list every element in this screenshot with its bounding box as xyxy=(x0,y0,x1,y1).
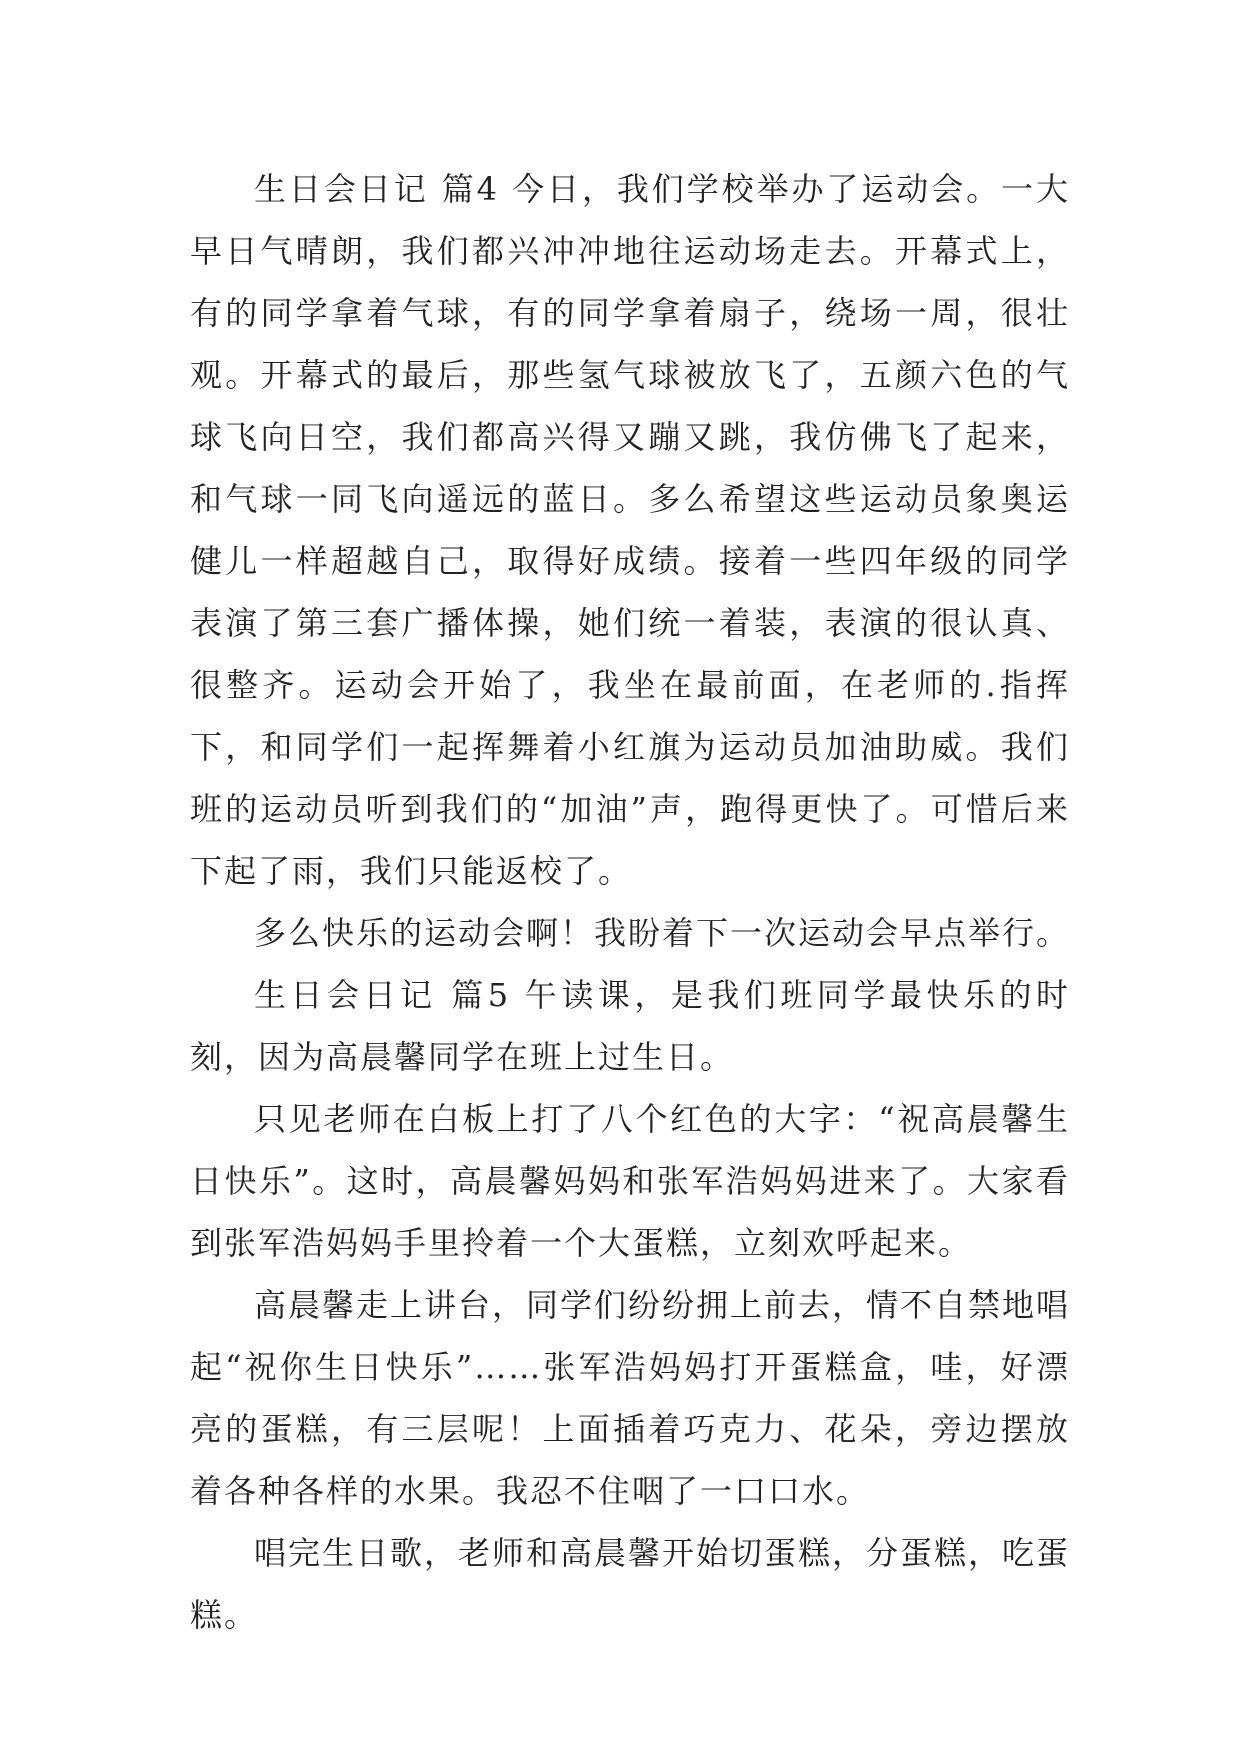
paragraph-2: 多么快乐的运动会啊！我盼着下一次运动会早点举行。 xyxy=(254,914,1071,952)
document-page xyxy=(190,158,1070,1646)
paragraph-4: 只见老师在白板上打了八个红色的大字：“祝高晨馨生日快乐”。这时，高晨馨妈妈和张军浩妈妈进来了。大家看到张军浩妈妈手里拎着一个大蛋糕，立刻欢呼起来。 xyxy=(190,1100,1070,1262)
paragraph-1: 生日会日记 篇4 今日，我们学校举办了运动会。一大早日气晴朗，我们都兴冲冲地往运动场走去。开幕式上，有的同学拿着气球，有的同学拿着扇子，绕场一周，很壮观。开幕式的最后，那些氢气球被放飞了，五颜六色的气球飞向日空，我们都高兴得又蹦又跳，我仿佛飞了起来，和气球一同飞向遥远的蓝日。多么希望这些运动员象奥运健儿一样超越自己，取得好成绩。接着一些四年级的同学表演了第三套广播体操，她们统一着装，表演的很认真、很整齐。运动会开始了，我坐在最前面，在老师的.指挥下，和同学们一起挥舞着小红旗为运动员加油助威。我们班的运动员听到我们的“加油”声，跑得更快了。可惜后来下起了雨，我们只能返校了。 xyxy=(190,170,1070,890)
paragraph-6: 唱完生日歌，老师和高晨馨开始切蛋糕，分蛋糕，吃蛋糕。 xyxy=(190,1534,1071,1634)
paragraph-3: 生日会日记 篇5 午读课，是我们班同学最快乐的时刻，因为高晨馨同学在班上过生日。 xyxy=(190,976,1070,1076)
paragraph-5: 高晨馨走上讲台，同学们纷纷拥上前去，情不自禁地唱起“祝你生日快乐”……张军浩妈妈打开蛋糕盒，哇，好漂亮的蛋糕，有三层呢！上面插着巧克力、花朵，旁边摆放着各种各样的水果。我忍不住咽了一口口水。 xyxy=(190,1286,1071,1510)
